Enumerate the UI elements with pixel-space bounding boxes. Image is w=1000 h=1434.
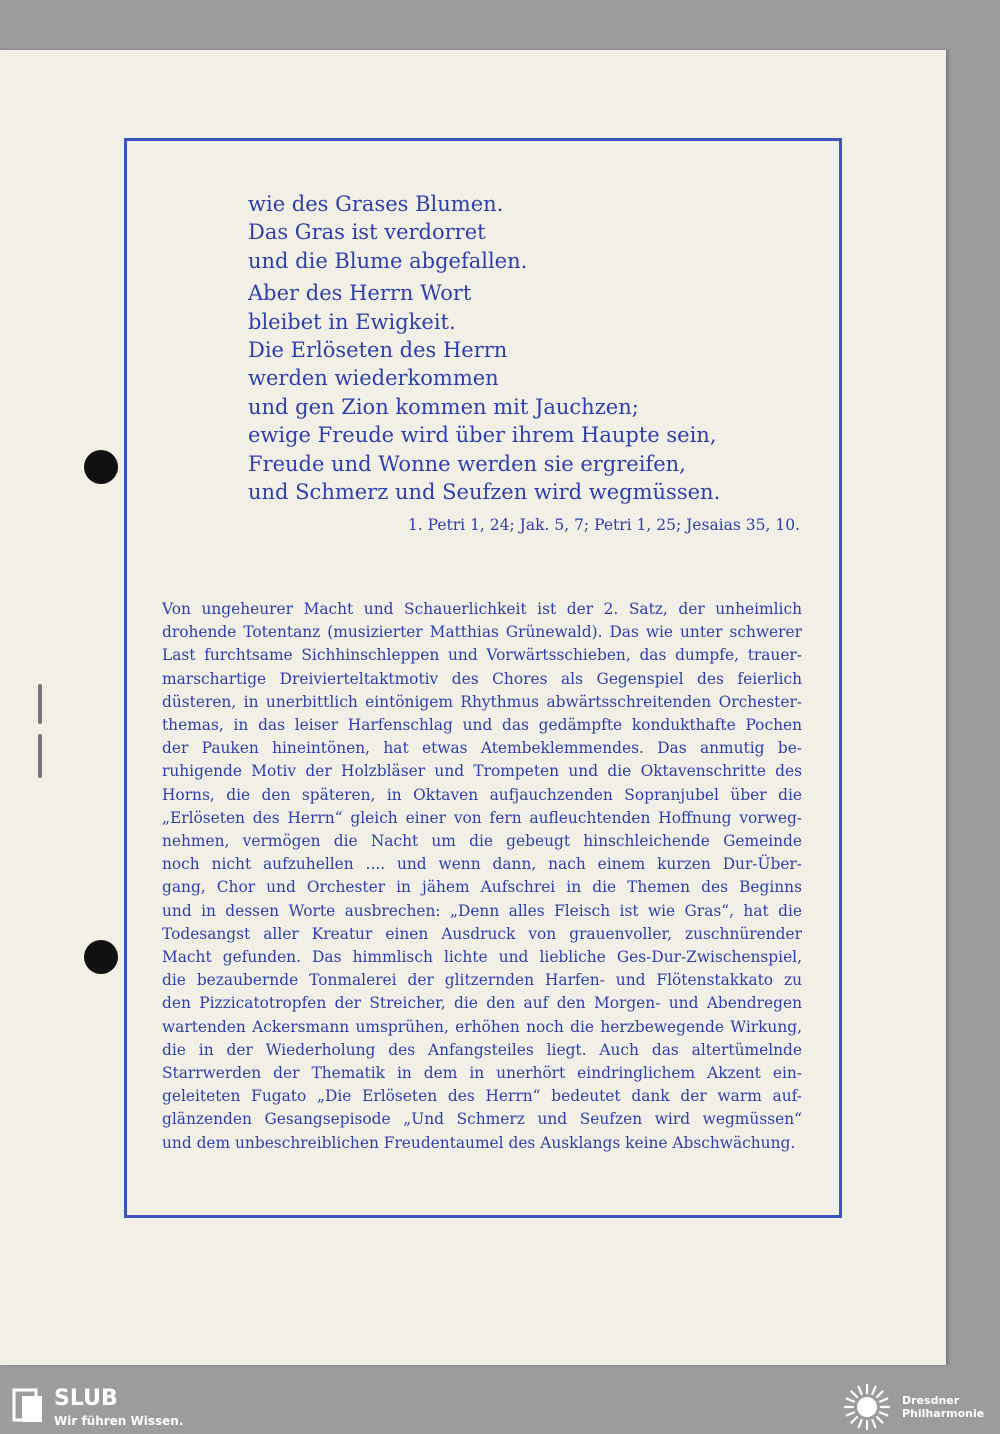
paragraph-line: noch nicht aufzuhellen .... und wenn dann, nach einem kurzen Dur-Über- — [162, 855, 802, 874]
paragraph-line: und dem unbeschreiblichen Freudentaumel des Ausklangs keine Abschwächung. — [162, 1133, 796, 1152]
paragraph-line: geleiteten Fugato „Die Erlöseten des Herrn“ bedeutet dank der warm auf- — [162, 1087, 802, 1106]
partner-name-line2: Philharmonie — [902, 1407, 985, 1420]
verse-line: und Schmerz und Seufzen wird wegmüssen. — [248, 480, 721, 505]
verse-line: wie des Grases Blumen. — [248, 192, 504, 216]
paragraph-line: themas, in das leiser Harfenschlag und das gedämpfte kondukthafte Pochen — [162, 716, 802, 735]
paragraph-line: Todesangst aller Kreatur einen Ausdruck von grauenvoller, zuschnürender — [162, 924, 802, 943]
verse-line: bleibet in Ewigkeit. — [248, 309, 456, 334]
paragraph-line: nehmen, vermögen die Nacht um die gebeugt hinschleichende Gemeinde — [162, 832, 802, 851]
paragraph-line: drohende Totentanz (musizierter Matthias Grünewald). Das wie unter schwerer — [162, 623, 802, 642]
verse-line: Die Erlöseten des Herrn — [248, 338, 508, 363]
paragraph-line: den Pizzicatotropfen der Streicher, die den auf den Morgen- und Abendregen — [162, 994, 802, 1013]
paragraph-line: ruhigende Motiv der Holzbläser und Trompeten und die Oktavenschritte des — [162, 762, 802, 781]
paragraph-line: Starrwerden der Thematik in dem in unerhört eindringlichem Akzent ein- — [162, 1064, 802, 1083]
punch-hole-bottom — [84, 940, 118, 974]
paragraph-line: düsteren, in unerbittlich eintönigem Rhythmus abwärtsschreitenden Orchester- — [162, 692, 802, 711]
commentary-paragraph — [162, 598, 802, 1155]
paragraph-line: Horns, die den späteren, in Oktaven aufjauchzenden Sopranjubel über die — [162, 785, 802, 804]
bible-verse-block — [248, 190, 720, 506]
paragraph-line: Von ungeheurer Macht und Schauerlichkeit ist der 2. Satz, der unheimlich — [162, 600, 802, 618]
paragraph-line: gang, Chor und Orchester in jähem Aufschrei in die Themen des Beginns — [162, 878, 802, 897]
partner-name — [902, 1394, 984, 1420]
paragraph-line: glänzenden Gesangsepisode „Und Schmerz und Seufzen wird wegmüssen“ — [162, 1110, 802, 1129]
scripture-reference: 1. Petri 1, 24; Jak. 5, 7; Petri 1, 25; Jesaias 35, 10. — [407, 516, 800, 534]
footer-bar — [0, 1378, 1000, 1434]
verse-line: Aber des Herrn Wort — [248, 281, 472, 306]
paragraph-line: wartenden Ackersmann umsprühen, erhöhen noch die herzbewegende Wirkung, — [162, 1017, 802, 1036]
philharmonie-logo-icon[interactable] — [842, 1382, 892, 1432]
library-name[interactable]: SLUB — [54, 1386, 118, 1411]
verse-line: und gen Zion kommen mit Jauchzen; — [248, 394, 639, 419]
verse-line: und die Blume abgefallen. — [248, 248, 528, 273]
paragraph-line: „Erlöseten des Herrn“ gleich einer von fern aufleuchtenden Hoffnung vorweg- — [162, 808, 802, 827]
library-tagline: Wir führen Wissen. — [54, 1414, 184, 1428]
punch-hole-top — [84, 450, 118, 484]
verse-line: werden wiederkommen — [248, 366, 499, 391]
staple — [38, 684, 42, 724]
paragraph-line: der Pauken hineintönen, hat etwas Atembeklemmendes. Das anmutig be- — [162, 739, 802, 758]
slub-logo-icon[interactable] — [12, 1388, 44, 1424]
paragraph-line: die bezaubernde Tonmalerei der glitzernden Harfen- und Flötenstakkato zu — [162, 971, 802, 990]
partner-name-line1: Dresdner — [902, 1394, 960, 1407]
verse-line: Freude und Wonne werden sie ergreifen, — [248, 451, 686, 476]
verse-line: ewige Freude wird über ihrem Haupte sein, — [248, 423, 717, 448]
paragraph-line: marschartige Dreivierteltaktmotiv des Chores als Gegenspiel des feierlich — [162, 669, 802, 688]
paragraph-line: Macht gefunden. Das himmlisch lichte und liebliche Ges-Dur-Zwischenspiel, — [162, 948, 802, 967]
paragraph-line: Last furchtsame Sichhinschleppen und Vorwärtsschieben, das dumpfe, trauer- — [162, 646, 802, 665]
staple — [38, 734, 42, 778]
paragraph-line: und in dessen Worte ausbrechen: „Denn alles Fleisch ist wie Gras“, hat die — [162, 901, 802, 920]
verse-line: Das Gras ist verdorret — [248, 220, 486, 245]
paragraph-line: die in der Wiederholung des Anfangsteiles liegt. Auch das altertümelnde — [162, 1040, 802, 1059]
